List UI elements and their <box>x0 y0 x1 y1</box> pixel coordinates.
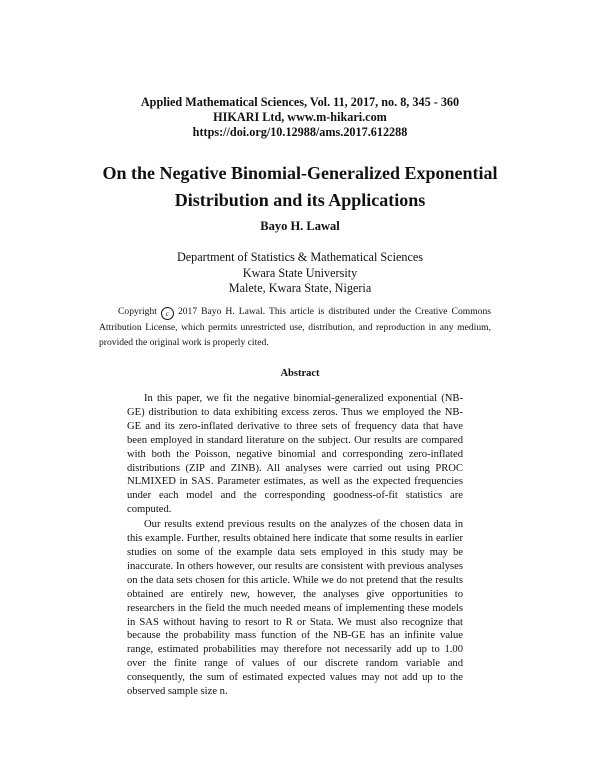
affiliation-location: Malete, Kwara State, Nigeria <box>228 281 372 295</box>
affiliation-department: Department of Statistics & Mathematical Sciences <box>176 250 424 264</box>
abstract-body <box>127 392 463 700</box>
affiliation-university: Kwara State University <box>242 265 358 280</box>
journal-citation: Applied Mathematical Sciences, Vol. 11, 2017, no. 8, 345 - 360 <box>140 95 460 109</box>
paper-title-line-1: On the Negative Binomial-Generalized Exponential <box>102 163 498 183</box>
abstract-paragraph-2: Our results extend previous results on the analyzes of the chosen data in this example. Further, results obtained here indicate that some results in earlier studies on some of the example data sets employed in this study may be inaccurate. In others however, our results are consistent with previous analyses on the data sets chosen for this article. While we do not pretend that the results obtained are entirely new, however, the analyses give opportunities to researchers in the field the much needed means of implementing these models in SAS without having to resort to R or Stata. We must also recognize that because the probability mass function of the NB-GE has an infinite value range, estimated probabilities may therefore not necessarily add up to 1.00 over the finite range of values of our discrete random variable and consequently, the sum of estimated expected values may not add up to the observed sample size n. <box>127 519 463 698</box>
journal-header <box>0 95 600 140</box>
journal-publisher: HIKARI Ltd, www.m-hikari.com <box>213 110 387 124</box>
copyright-prefix: Copyright <box>118 306 157 317</box>
journal-doi: https://doi.org/10.12988/ams.2017.612288 <box>192 125 408 139</box>
copyright-text: 2017 Bayo H. Lawal. This article is distributed under the Creative Commons Attribution License, which permits unrestricted use, distribution, and reproduction in any medium, provided the original work is properly cited. <box>99 306 491 348</box>
copyright-notice <box>99 304 491 350</box>
abstract-paragraph-1: In this paper, we fit the negative binomial-generalized exponential (NB-GE) distribution to data exhibiting excess zeros. Thus we employed the NB-GE and its zero-inflated derivative to three sets of frequency data that have been employed in standard literature on the subject. Our results are compared with both the Poisson, negative binomial and corresponding zero-inflated distributions (ZIP and ZINB). All analyses were carried out using PROC NLMIXED in SAS. Parameter estimates, as well as the expected frequencies under each model and the corresponding goodness-of-fit statistics are computed. <box>127 393 463 516</box>
abstract-heading: Abstract <box>280 368 320 379</box>
author-name: Bayo H. Lawal <box>260 219 340 233</box>
affiliation <box>0 250 600 297</box>
copyright-symbol: c <box>161 307 174 320</box>
paper-title <box>0 160 600 214</box>
paper-title-line-2: Distribution and its Applications <box>174 190 426 210</box>
